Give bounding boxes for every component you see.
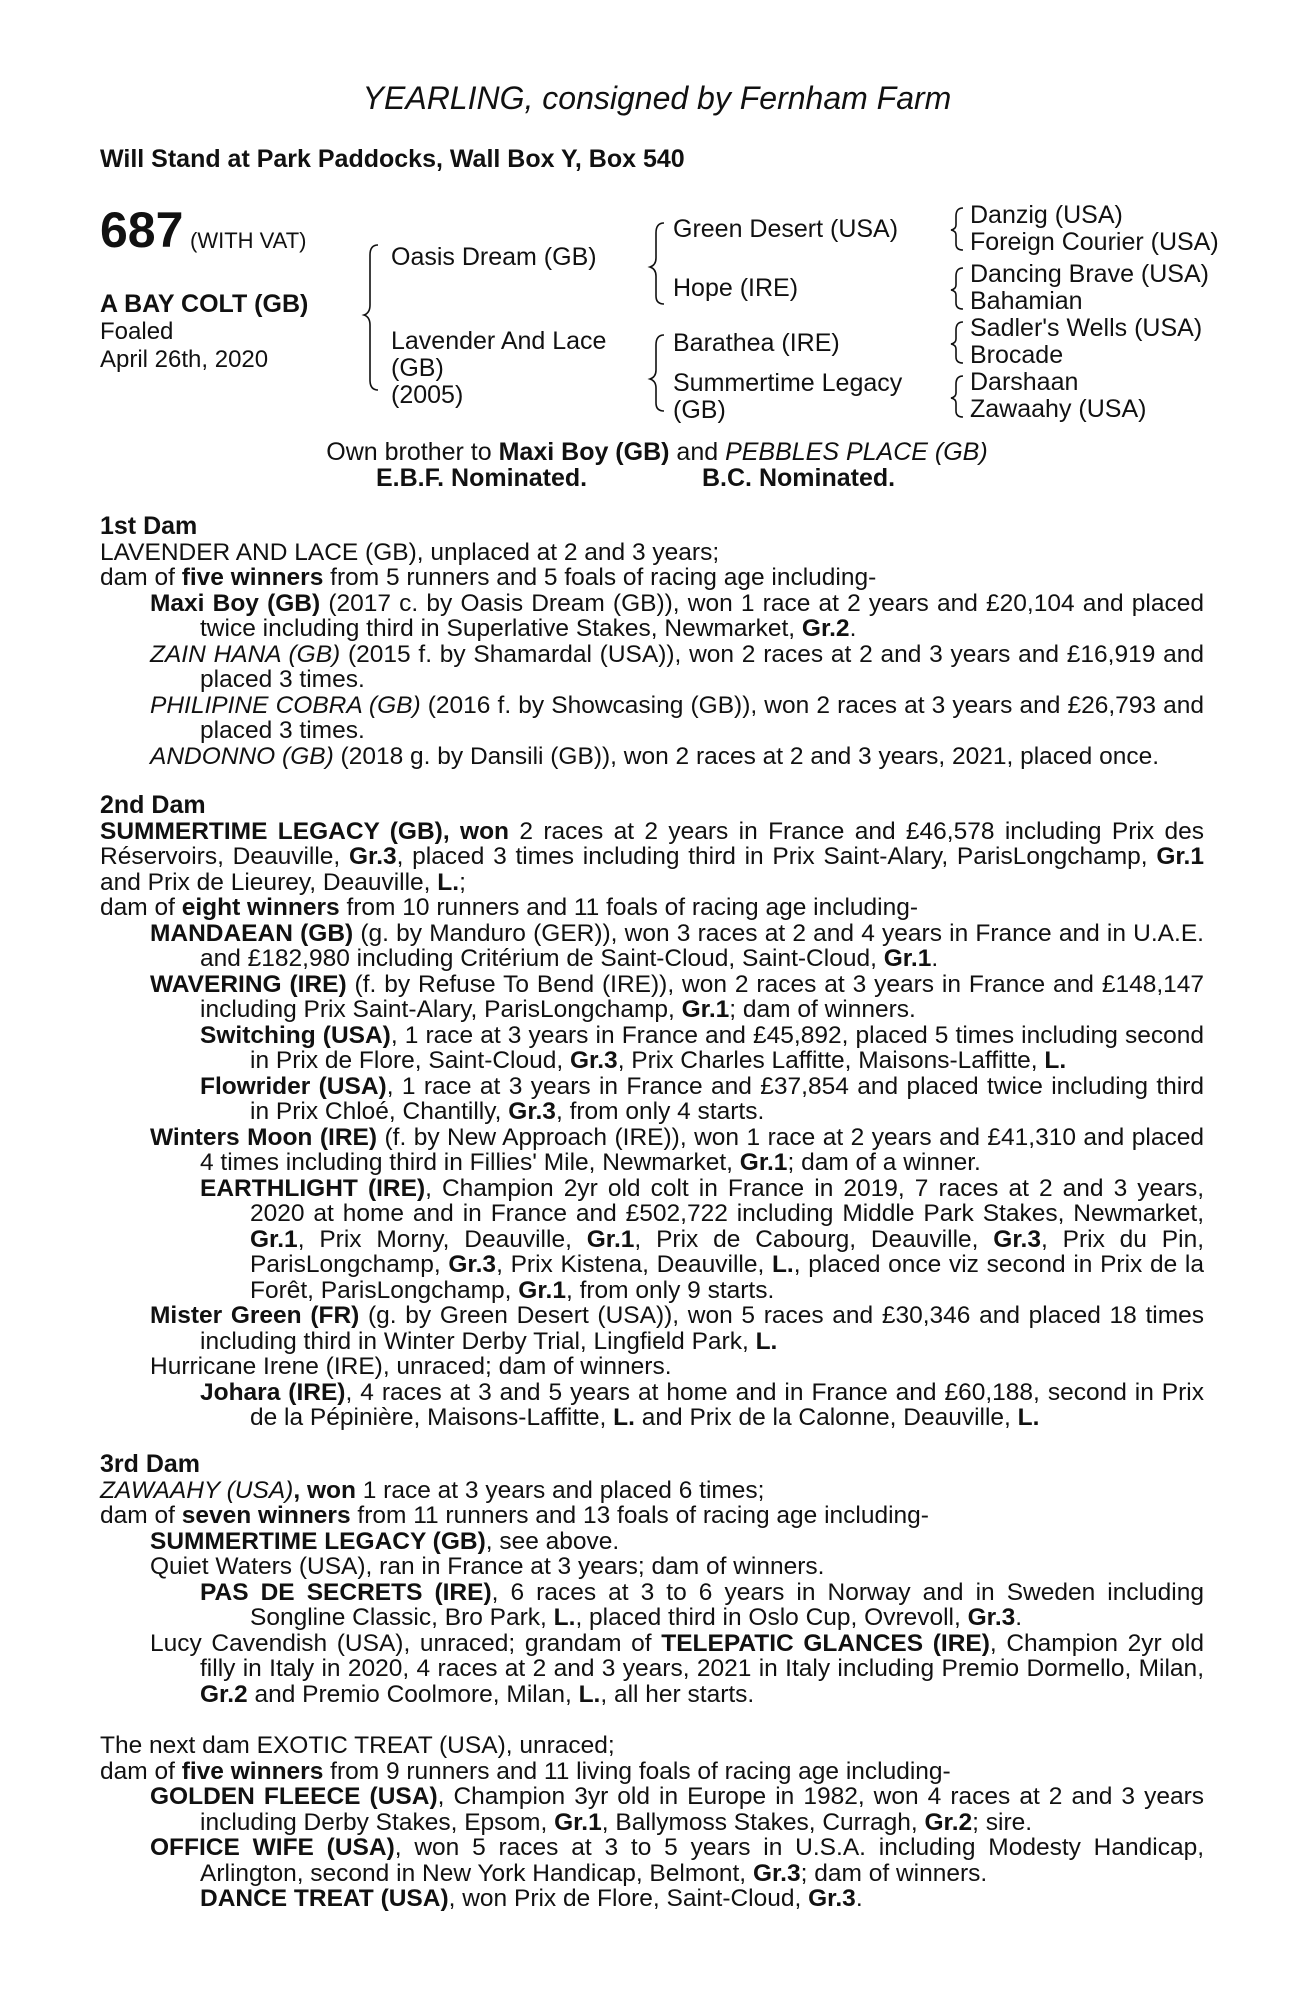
progeny-entry	[100, 1303, 1204, 1354]
progeny-entry	[100, 744, 1204, 770]
text: (2015 f. by Shamardal (USA)), won 2 races at 2 and 3 years and £16,919 and placed 3 times.	[200, 640, 1205, 693]
grade: Gr.1	[250, 1225, 298, 1253]
pedigree-dam-name: Lavender And Lace	[391, 327, 607, 355]
pedigree-sire-dam: Hope (IRE)	[673, 274, 799, 302]
text: , Champion 2yr old colt in France in 2019, 7 races at 2 and 3 years, 2020 at home and in France and £502,722 including Middle Park Stakes, Newmarket,	[250, 1174, 1205, 1227]
text: , from only 9 starts.	[565, 1276, 775, 1304]
progeny-entry	[100, 1176, 1204, 1304]
horse-name: Johara (IRE)	[200, 1378, 346, 1406]
pedigree-dam-country: (GB)	[391, 354, 444, 382]
grade: L.	[755, 1327, 778, 1355]
text: (2018 g. by Dansili (GB)), won 2 races at 2 and 3 years, 2021, placed once.	[333, 742, 1160, 770]
progeny-entry	[100, 1835, 1204, 1886]
pedigree-sire: Oasis Dream (GB)	[391, 243, 597, 271]
horse-name: MANDAEAN (GB)	[150, 919, 354, 947]
lot-description: A BAY COLT (GB)	[100, 290, 309, 318]
grade: Gr.1	[518, 1276, 566, 1304]
pedigree-sire-sire: Green Desert (USA)	[673, 215, 899, 243]
text: , Ballymoss Stakes, Curragh,	[601, 1808, 925, 1836]
grade: Gr.1	[1156, 843, 1204, 870]
text: dam of	[100, 564, 182, 591]
progeny-entry	[100, 1023, 1204, 1074]
pedigree-dam-sire: Barathea (IRE)	[673, 329, 840, 357]
horse-name: EARTHLIGHT (IRE)	[200, 1174, 426, 1202]
pedigree-g3-8: Zawaahy (USA)	[970, 395, 1147, 423]
text: from 9 runners and 11 living foals of racing age including-	[323, 1757, 951, 1785]
grade: Gr.3	[348, 843, 397, 870]
text: , Prix du Pin, ParisLongchamp,	[250, 1225, 1205, 1278]
horse-name: ANDONNO (GB)	[150, 742, 334, 770]
progeny-entry	[100, 921, 1204, 972]
pedigree-g3-6: Brocade	[970, 341, 1064, 369]
horse-name: Winters Moon (IRE)	[150, 1123, 378, 1151]
grade: L.	[578, 1680, 601, 1708]
grade: L.	[613, 1404, 635, 1431]
horse-name: WAVERING (IRE)	[150, 970, 347, 998]
third-dam-intro	[100, 1478, 1204, 1504]
text: ; dam of winners.	[729, 996, 916, 1023]
first-dam-line: LAVENDER AND LACE (GB), unplaced at 2 and 3 years;	[100, 538, 720, 566]
grade: L.	[1044, 1047, 1067, 1074]
grade: L.	[553, 1604, 576, 1631]
next-dam-produce	[100, 1759, 1204, 1785]
text: .	[931, 945, 939, 972]
text: , 6 races at 3 to 6 years in Norway and in Sweden including Songline Classic, Bro Park,	[250, 1578, 1205, 1631]
first-dam-heading: 1st Dam	[100, 512, 198, 540]
text: , won Prix de Flore, Saint-Cloud,	[448, 1885, 809, 1912]
horse-name: PAS DE SECRETS (IRE)	[200, 1578, 492, 1606]
grade: L.	[437, 868, 460, 896]
grade: Gr.2	[200, 1680, 248, 1708]
pedigree-dam-dam-country: (GB)	[673, 396, 726, 424]
text: dam of	[100, 894, 182, 921]
text: , Prix Morny, Deauville,	[297, 1225, 587, 1253]
winners-count: seven winners	[181, 1502, 351, 1529]
vat-note: (WITH VAT)	[190, 228, 307, 253]
next-dam-line: The next dam EXOTIC TREAT (USA), unraced;	[100, 1732, 615, 1759]
text: dam of	[100, 1757, 182, 1785]
progeny-entry	[100, 591, 1204, 642]
text: (g. by Green Desert (USA)), won 5 races and £30,346 and placed 18 times including third in Winter Derby Trial, Lingfield Park,	[200, 1302, 1205, 1355]
second-dam-produce	[100, 895, 1204, 921]
text: from 5 runners and 5 foals of racing age including-	[323, 564, 877, 591]
text: , 4 races at 3 and 5 years at home and in France and £60,188, second in Prix de la Pépinière, Maisons-Laffitte,	[250, 1378, 1204, 1431]
text: , see above.	[485, 1527, 620, 1555]
horse-name: ZAWAAHY (USA)	[100, 1476, 294, 1504]
grade: Gr.1	[739, 1149, 788, 1176]
text: , placed third in Oslo Cup, Ovrevoll,	[575, 1604, 968, 1631]
text: , all her starts.	[600, 1680, 755, 1708]
horse-name: ZAIN HANA (GB)	[150, 640, 341, 668]
text: ; dam of a winner.	[787, 1149, 981, 1176]
winners-count: eight winners	[181, 894, 340, 921]
text: from 11 runners and 13 foals of racing age including-	[350, 1502, 929, 1529]
own-brother-and: and	[669, 438, 726, 466]
third-dam-produce	[100, 1503, 1204, 1529]
horse-name: Flowrider (USA)	[200, 1072, 387, 1100]
text: , won 5 races at 3 to 5 years in U.S.A. including Modesty Handicap, Arlington, second in New York Handicap, Belmont,	[200, 1834, 1204, 1887]
text: and Prix de Lieurey, Deauville,	[100, 868, 438, 896]
text: , from only 4 starts.	[555, 1098, 765, 1125]
text: .	[855, 1885, 863, 1912]
text: ;	[459, 868, 466, 896]
text: , won	[442, 817, 509, 845]
text: dam of	[100, 1502, 182, 1529]
pedigree-g3-3: Dancing Brave (USA)	[970, 260, 1209, 288]
text: ; dam of winners.	[800, 1859, 988, 1887]
text: from 10 runners and 11 foals of racing age including-	[339, 894, 918, 921]
progeny-entry	[100, 1631, 1204, 1708]
foaled-label: Foaled	[100, 318, 174, 345]
text: and Premio Coolmore, Milan,	[247, 1680, 579, 1708]
text: , Prix Charles Laffitte, Maisons-Laffitte,	[617, 1047, 1045, 1074]
grade: Gr.1	[681, 996, 730, 1023]
text: 2 races at 2 years in France and £46,578 including Prix des Réservoirs, Deauville,	[100, 817, 1204, 870]
text: (g. by Manduro (GER)), won 3 races at 2 and 4 years in France and in U.A.E. and £182,980 including Critérium de Saint-Cloud, Saint-Cloud,	[200, 919, 1204, 972]
winners-count: five winners	[181, 1757, 324, 1785]
horse-name: Switching (USA)	[200, 1021, 391, 1049]
winners-count: five winners	[181, 564, 324, 591]
third-dam-section	[100, 1452, 1204, 1707]
pedigree-g3-2: Foreign Courier (USA)	[970, 228, 1219, 256]
first-dam-produce	[100, 565, 1204, 591]
pedigree-g3-7: Darshaan	[970, 368, 1079, 396]
text: , placed once viz second in Prix de la Forêt, ParisLongchamp,	[250, 1251, 1204, 1304]
text: , won	[293, 1476, 356, 1504]
text: , Prix Kistena, Deauville,	[496, 1251, 772, 1278]
text: and Prix de la Calonne, Deauville,	[634, 1404, 1018, 1431]
progeny-entry	[100, 1580, 1204, 1631]
own-brother-name2: PEBBLES PLACE (GB)	[725, 438, 988, 466]
catalogue-heading: YEARLING, consigned by Fernham Farm	[362, 80, 952, 116]
grade: Gr.2	[801, 615, 850, 642]
second-dam-section	[100, 793, 1204, 1431]
second-dam-heading: 2nd Dam	[100, 791, 206, 819]
grade: Gr.3	[752, 1859, 801, 1887]
grade: Gr.3	[993, 1225, 1041, 1253]
grade: Gr.3	[808, 1885, 856, 1912]
grade: Gr.3	[967, 1604, 1016, 1631]
text: , Prix de Cabourg, Deauville,	[634, 1225, 994, 1253]
grade: Gr.2	[924, 1808, 973, 1836]
pedigree-dam-dam	[673, 370, 902, 424]
own-brother-name: Maxi Boy (GB)	[498, 438, 670, 466]
progeny-entry	[100, 642, 1204, 693]
pedigree-g3-1: Danzig (USA)	[970, 201, 1123, 229]
progeny-entry	[100, 1784, 1204, 1835]
grade: Gr.3	[508, 1098, 556, 1125]
text: , 1 race at 3 years in France and £37,854 and placed twice including third in Prix Chloé, Chantilly,	[250, 1072, 1204, 1125]
horse-name: PHILIPINE COBRA (GB)	[150, 691, 421, 719]
foaled-date: April 26th, 2020	[100, 346, 269, 373]
text: , 1 race at 3 years in France and £45,892, placed 5 times including second in Prix de Flore, Saint-Cloud,	[250, 1021, 1204, 1074]
first-dam-section	[100, 514, 1204, 769]
grade: Gr.3	[570, 1047, 618, 1074]
grade: Gr.1	[883, 945, 932, 972]
horse-name: Maxi Boy (GB)	[150, 589, 321, 617]
text: (f. by New Approach (IRE)), won 1 race at 2 years and £41,310 and placed 4 times including third in Fillies' Mile, Newmarket,	[200, 1123, 1204, 1176]
horse-name: SUMMERTIME LEGACY (GB)	[100, 817, 443, 845]
text: , Champion 3yr old in Europe in 1982, won 4 races at 2 and 3 years including Derby Stakes, Epsom,	[200, 1783, 1204, 1836]
progeny-entry: Hurricane Irene (IRE), unraced; dam of winners.	[150, 1353, 672, 1380]
text: , Champion 2yr old filly in Italy in 2020, 4 races at 2 and 3 years, 2021 in Italy including Premio Dormello, Milan,	[200, 1629, 1204, 1682]
horse-name: TELEPATIC GLANCES (IRE)	[661, 1629, 990, 1657]
grade: L.	[1017, 1404, 1040, 1431]
progeny-entry	[100, 1125, 1204, 1176]
ebf-nominated: E.B.F. Nominated.	[376, 464, 588, 492]
text: .	[849, 615, 857, 642]
next-dam-section	[100, 1733, 1204, 1912]
horse-name: SUMMERTIME LEGACY (GB)	[150, 1527, 486, 1555]
horse-name: GOLDEN FLEECE (USA)	[150, 1783, 438, 1810]
pedigree-g3-4: Bahamian	[970, 287, 1083, 315]
text: ; sire.	[972, 1808, 1033, 1836]
horse-name: OFFICE WIFE (USA)	[150, 1834, 395, 1861]
grade: Gr.1	[586, 1225, 635, 1253]
progeny-entry	[100, 1074, 1204, 1125]
horse-name: Mister Green (FR)	[150, 1302, 360, 1329]
grade: Gr.1	[554, 1808, 602, 1836]
text: (2016 f. by Showcasing (GB)), won 2 races at 3 years and £26,793 and placed 3 times.	[200, 691, 1205, 744]
second-dam-intro	[100, 819, 1204, 896]
text: (2017 c. by Oasis Dream (GB)), won 1 race at 2 years and £20,104 and placed twice including third in Superlative Stakes, Newmarket,	[200, 589, 1204, 642]
text: .	[1015, 1604, 1023, 1631]
pedigree-dam-year: (2005)	[391, 381, 464, 409]
progeny-entry	[100, 693, 1204, 744]
horse-name: DANCE TREAT (USA)	[200, 1885, 449, 1912]
own-brother-line	[0, 438, 1314, 467]
grade: Gr.3	[448, 1251, 497, 1278]
progeny-entry	[100, 1529, 1204, 1555]
text: (f. by Refuse To Bend (IRE)), won 2 races at 3 years in France and £148,147 including Prix Saint-Alary, ParisLongchamp,	[200, 970, 1205, 1023]
bc-nominated: B.C. Nominated.	[702, 464, 896, 492]
text: Lucy Cavendish (USA), unraced; grandam of	[150, 1629, 662, 1657]
third-dam-heading: 3rd Dam	[100, 1450, 201, 1478]
pedigree-dam	[391, 328, 606, 409]
text: , placed 3 times including third in Prix Saint-Alary, ParisLongchamp,	[396, 843, 1157, 870]
progeny-entry	[100, 972, 1204, 1023]
pedigree-dam-dam-name: Summertime Legacy	[673, 369, 903, 397]
pedigree-g3-5: Sadler's Wells (USA)	[970, 314, 1203, 342]
text: 1 race at 3 years and placed 6 times;	[355, 1476, 765, 1504]
lot-number: 687	[100, 202, 184, 258]
progeny-entry: Quiet Waters (USA), ran in France at 3 years; dam of winners.	[150, 1553, 825, 1580]
grade: L.	[771, 1251, 794, 1278]
stand-location: Will Stand at Park Paddocks, Wall Box Y, Box 540	[100, 145, 685, 173]
progeny-entry	[100, 1886, 1204, 1912]
own-brother-prefix: Own brother to	[326, 438, 499, 466]
progeny-entry	[100, 1380, 1204, 1431]
